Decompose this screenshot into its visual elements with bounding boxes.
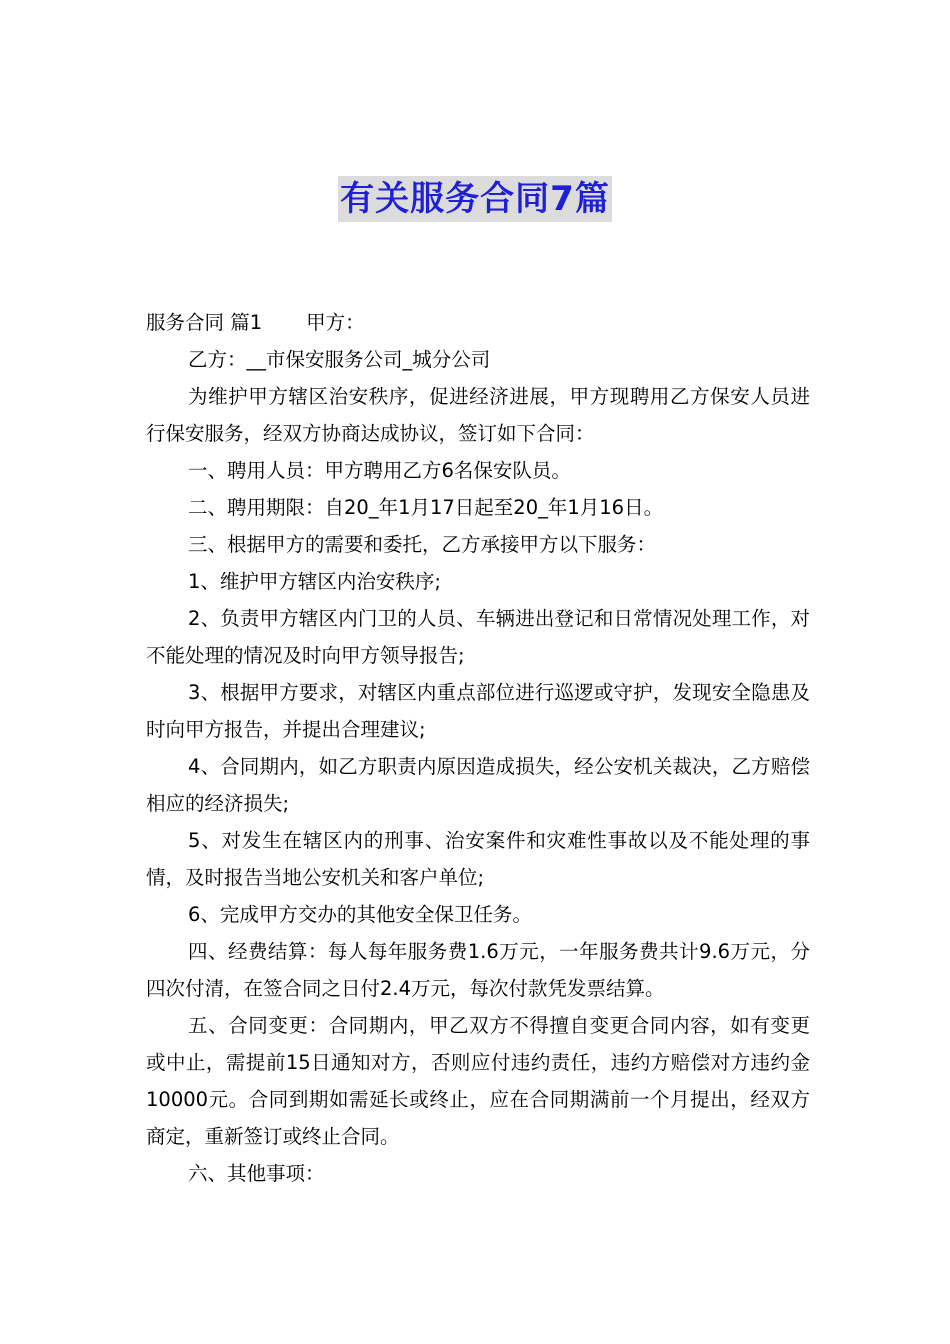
paragraph: 乙方：__市保安服务公司_城分公司 — [188, 348, 491, 371]
document-body — [146, 304, 810, 1192]
paragraph: 6、完成甲方交办的其他安全保卫任务。 — [188, 903, 532, 926]
paragraph: 一、聘用人员：甲方聘用乙方6名保安队员。 — [188, 459, 571, 482]
paragraph: 3、根据甲方要求，对辖区内重点部位进行巡逻或守护，发现安全隐患及时向甲方报告，并提出合理建议; — [146, 681, 810, 741]
title-container — [0, 176, 950, 222]
paragraph: 4、合同期内，如乙方职责内原因造成损失，经公安机关裁决，乙方赔偿相应的经济损失; — [146, 755, 810, 815]
paragraph: 四、经费结算：每人每年服务费1.6万元，一年服务费共计9.6万元，分四次付清，在签合同之日付2.4万元，每次付款凭发票结算。 — [146, 940, 810, 1000]
first-line — [146, 304, 810, 341]
paragraph: 5、对发生在辖区内的刑事、治安案件和灾难性事故以及不能处理的事情，及时报告当地公安机关和客户单位; — [146, 829, 810, 889]
party-a-label: 甲方： — [306, 311, 365, 334]
paragraph: 二、聘用期限：自20_年1月17日起至20_年1月16日。 — [188, 496, 664, 519]
section-heading: 服务合同 篇1 — [146, 311, 263, 334]
paragraph: 2、负责甲方辖区内门卫的人员、车辆进出登记和日常情况处理工作，对不能处理的情况及时向甲方领导报告; — [146, 607, 810, 667]
paragraph: 六、其他事项： — [188, 1162, 325, 1185]
paragraph: 五、合同变更：合同期内，甲乙双方不得擅自变更合同内容，如有变更或中止，需提前15日通知对方，否则应付违约责任，违约方赔偿对方违约金10000元。合同到期如需延长或终止，应在合同期满前一个月提出，经双方商定，重新签订或终止合同。 — [146, 1014, 810, 1148]
paragraph: 为维护甲方辖区治安秩序，促进经济进展，甲方现聘用乙方保安人员进行保安服务，经双方协商达成协议，签订如下合同： — [146, 385, 810, 445]
paragraph: 三、根据甲方的需要和委托，乙方承接甲方以下服务： — [188, 533, 657, 556]
paragraph: 1、维护甲方辖区内治安秩序; — [188, 570, 441, 593]
document-title: 有关服务合同7篇 — [338, 176, 612, 222]
